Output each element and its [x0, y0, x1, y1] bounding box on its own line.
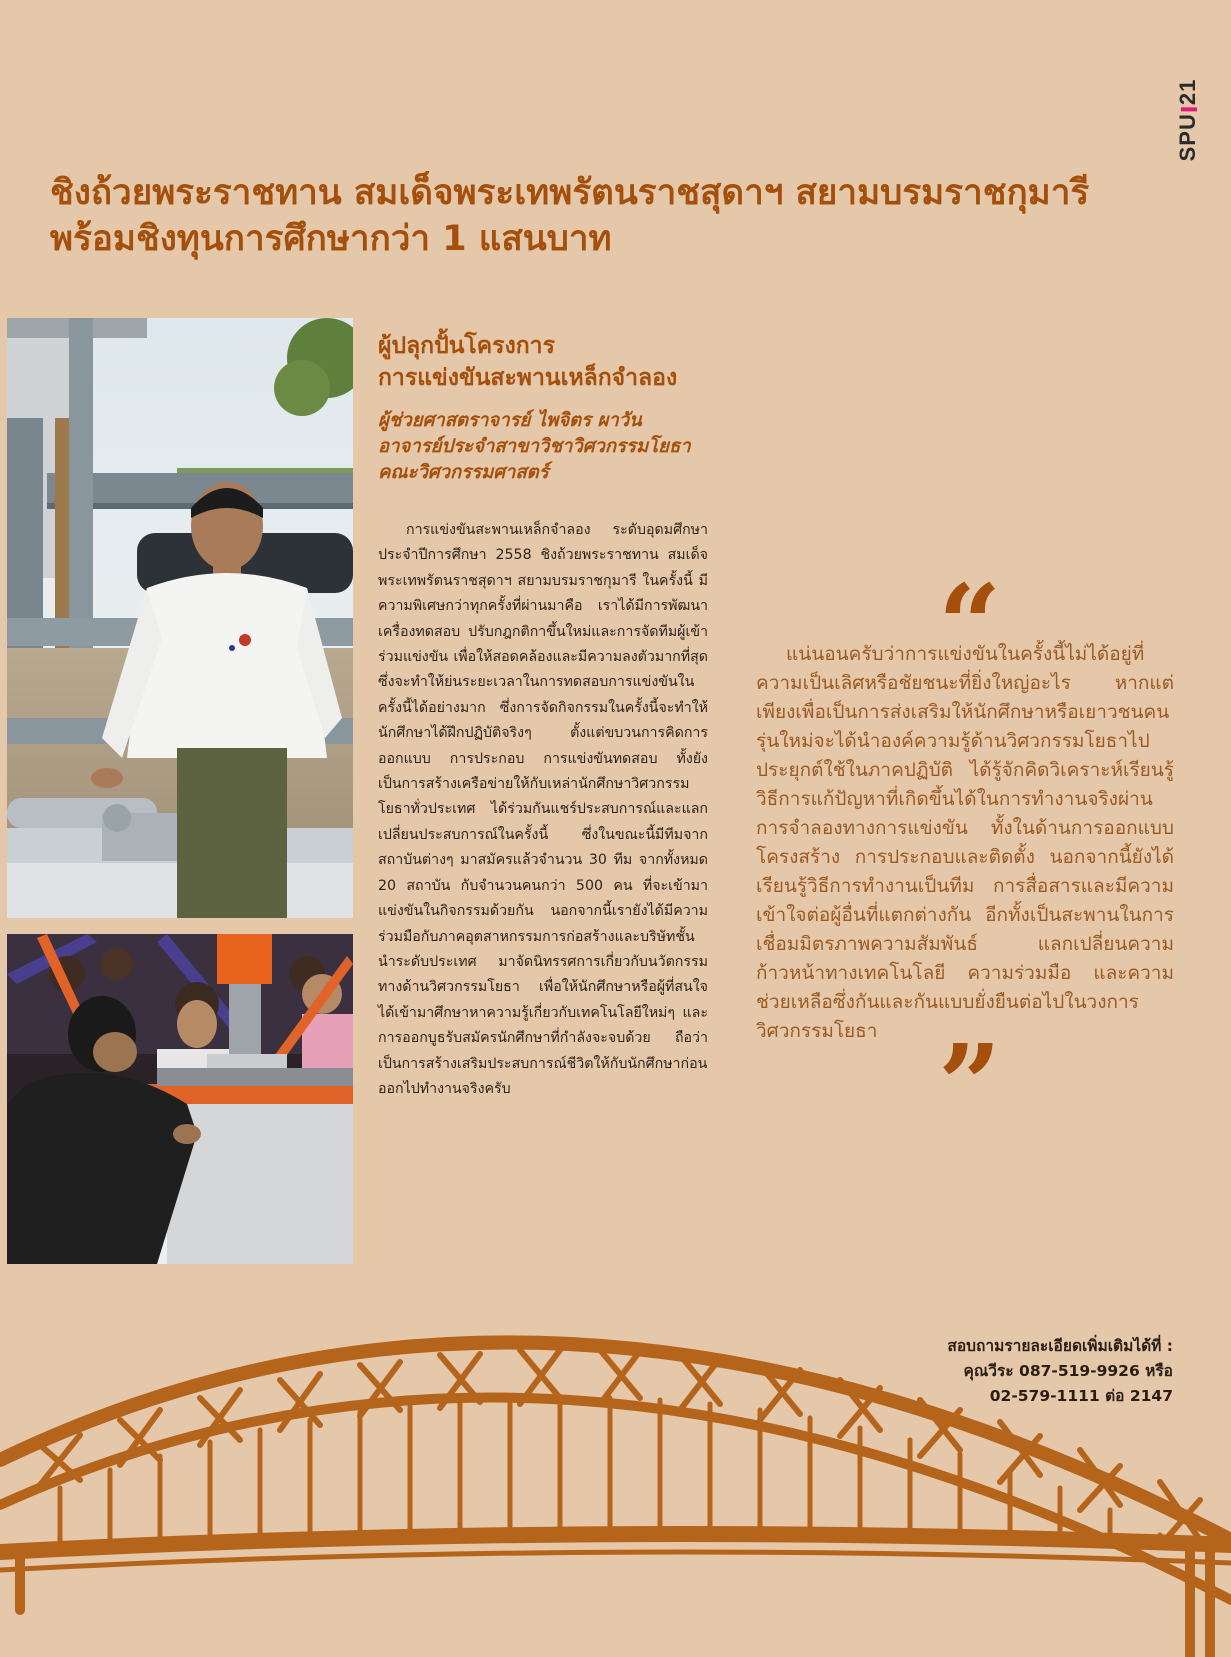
author-name: ผู้ช่วยศาสตราจารย์ ไพจิตร ผาวัน [378, 410, 642, 431]
author-position: อาจารย์ประจำสาขาวิชาวิศวกรรมโยธา [378, 436, 691, 457]
section-title-line-1: ผู้ปลุกปั้นโครงการ [378, 333, 555, 359]
headline-line-1: ชิงถ้วยพระราชทาน สมเด็จพระเทพรัตนราชสุดาฯ สยามบรมราชกุมารี [50, 173, 1090, 213]
photo-lecturer-at-test-rig [7, 318, 353, 918]
author-faculty: คณะวิศวกรรมศาสตร์ [378, 462, 549, 483]
contact-label: สอบถามรายละเอียดเพิ่มเติมได้ที่ : [947, 1337, 1173, 1355]
contact-line-2: 02-579-1111 ต่อ 2147 [989, 1387, 1173, 1405]
photo-students-load-test [7, 934, 353, 1264]
section-title [378, 330, 718, 394]
brand-name: SPU [1175, 113, 1200, 162]
headline-line-2: พร้อมชิงทุนการศึกษากว่า 1 แสนบาท [50, 219, 612, 259]
article-body: การแข่งขันสะพานเหล็กจำลอง ระดับอุดมศึกษาประจำปีการศึกษา 2558 ชิงถ้วยพระราชทาน สมเด็จพระเทพรัตนราชสุดาฯ สยามบรมราชกุมารี ในครั้งนี้ มีความพิเศษกว่าทุกครั้งที่ผ่านมาคือ เราได้มีการพัฒนาเครื่องทดสอบ ปรับกฎกติกาขึ้นใหม่และการจัดทีมผู้เข้าร่วมแข่งขัน เพื่อให้สอดคล้องและมีความลงตัวมากที่สุด ซึ่งจะทำให้ย่นระยะเวลาในการทดสอบการแข่งขันในครั้งนี้ได้อย่างมาก ซึ่งการจัดกิจกรรมในครั้งนี้จะทำให้นักศึกษาได้ฝึกปฏิบัติจริงๆ ตั้งแต่ขบวนการคิดการออกแบบ การประกอบ การแข่งขันทดสอบ ทั้งยังเป็นการสร้างเครือข่ายให้กับเหล่านักศึกษาวิศวกรรมโยธาทั่วประเทศ ได้ร่วมกันแชร์ประสบการณ์และแลกเปลี่ยนประสบการณ์ในครั้งนี้ ซึ่งในขณะนี้มีทีมจากสถาบันต่างๆ มาสมัครแล้วจำนวน 30 ทีม จากทั้งหมด 20 สถาบัน กับจำนวนคนกว่า 500 คน ที่จะเข้ามาแข่งขันในกิจกรรมด้วยกัน นอกจากนี้เรายังได้มีความร่วมมือกับภาคอุตสาหกรรมการก่อสร้างและบริษัทชั้นนำระดับประเทศ มาจัดนิทรรศการเกี่ยวกับนวัตกรรมทางด้านวิศวกรรมโยธา เพื่อให้นักศึกษาหรือผู้ที่สนใจได้เข้ามาศึกษาหาความรู้เกี่ยวกับเทคโนโลยีใหม่ๆ และการออกบูธรับสมัครนักศึกษาที่กำลังจะจบด้วย ถือว่าเป็นการสร้างเสริมประสบการณ์ชีวิตให้กับนักศึกษาก่อนออกไปทำงานจริงครับ [378, 522, 708, 1097]
pull-quote-text: แน่นอนครับว่าการแข่งขันในครั้งนี้ไม่ได้อยู่ที่ความเป็นเลิศหรือชัยชนะที่ยิ่งใหญ่อะไร หากแต่เพียงเพื่อเป็นการส่งเสริมให้นักศึกษาหรือเยาวชนคนรุ่นใหม่จะได้นำองค์ความรู้ด้านวิศวกรรมโยธาไปประยุกต์ใช้ในภาคปฏิบัติ ได้รู้จักคิดวิเคราะห์เรียนรู้วิธีการแก้ปัญหาที่เกิดขึ้นได้ในการทำงานจริงผ่านการจำลองทางการแข่งขัน ทั้งในด้านการออกแบบโครงสร้าง การประกอบและติดตั้ง นอกจากนี้ยังได้เรียนรู้วิธีการทำงานเป็นทีม การสื่อสารและมีความเข้าใจต่อผู้อื่นที่แตกต่างกัน อีกทั้งเป็นสะพานในการเชื่อมมิตรภาพความสัมพันธ์ แลกเปลี่ยนความก้าวหน้าทางเทคโนโลยี ความร่วมมือ และความช่วยเหลือซึ่งกันและกันแบบยั่งยืนต่อไปในวงการวิศวกรรมโยธา [756, 643, 1174, 1042]
issue-number: 21 [1175, 78, 1200, 106]
brand-text [1175, 79, 1201, 162]
author-block [378, 408, 718, 486]
contact-info [853, 1334, 1173, 1409]
contact-line-1: คุณวีระ 087-519-9926 หรือ [963, 1362, 1173, 1380]
section-title-line-2: การแข่งขันสะพานเหล็กจำลอง [378, 365, 678, 391]
quote-close-mark: ” [938, 1020, 1002, 1149]
quote-open-mark: “ [938, 560, 1002, 689]
brand-accent-mark [1181, 107, 1197, 111]
brand-logo [1168, 70, 1208, 170]
page-headline [50, 170, 1170, 262]
